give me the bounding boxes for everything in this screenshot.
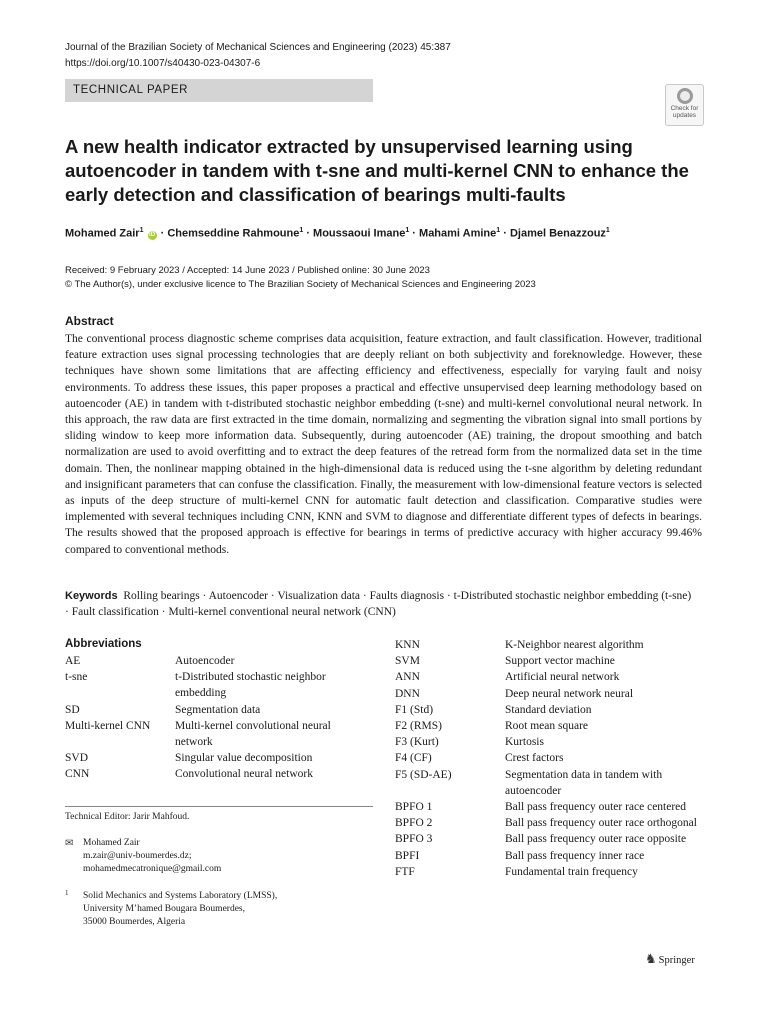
abbreviation-row bbox=[395, 750, 705, 766]
abbreviation-term: SD bbox=[65, 703, 80, 716]
abbreviation-definition: Artificial neural network bbox=[505, 671, 620, 684]
abbreviation-term: SVM bbox=[395, 655, 420, 668]
author-separator: · bbox=[409, 227, 420, 240]
journal-citation: Journal of the Brazilian Society of Mechanical Sciences and Engineering (2023) 45:387 bbox=[65, 42, 451, 53]
abbreviation-row bbox=[395, 799, 705, 815]
abbreviation-term: ANN bbox=[395, 671, 420, 684]
abbreviation-row bbox=[395, 767, 705, 799]
keywords-block bbox=[65, 588, 695, 620]
check-updates-icon bbox=[677, 88, 693, 104]
affiliation-number: 1 bbox=[65, 889, 69, 897]
abbreviation-definition: Segmentation data bbox=[175, 703, 261, 716]
abbreviation-term: KNN bbox=[395, 639, 420, 651]
email-link[interactable]: mohamedmecatronique@gmail.com bbox=[83, 864, 222, 874]
abbreviation-term: F5 (SD-AE) bbox=[395, 768, 452, 781]
publisher-name: Springer bbox=[658, 955, 695, 966]
check-updates-line1: Check for bbox=[670, 105, 699, 112]
abbreviation-definition: Support vector machine bbox=[505, 655, 615, 668]
corresponding-author: Mohamed Zair bbox=[83, 838, 140, 848]
footnote-divider bbox=[65, 806, 373, 807]
abbreviation-row bbox=[395, 718, 705, 734]
copyright-line: © The Author(s), under exclusive licence to The Brazilian Society of Mechanical Sciences and Engineering 2023 bbox=[65, 279, 536, 290]
abbreviations-table-left bbox=[65, 653, 365, 783]
abbreviation-term: F3 (Kurt) bbox=[395, 736, 439, 749]
email-link[interactable]: m.zair@univ-boumerdes.dz; bbox=[83, 851, 192, 861]
affiliation-block bbox=[65, 890, 277, 929]
abbreviation-definition: Crest factors bbox=[505, 752, 564, 765]
abbreviation-term: AE bbox=[65, 655, 81, 667]
abbreviation-row bbox=[395, 848, 705, 864]
abbreviation-definition: Ball pass frequency outer race centered bbox=[505, 801, 687, 814]
abbreviation-definition: Singular value decomposition bbox=[175, 752, 313, 765]
abbreviation-row bbox=[65, 702, 365, 718]
abbreviation-definition: Ball pass frequency outer race orthogonal bbox=[505, 817, 697, 830]
abbreviation-term: Multi-kernel CNN bbox=[65, 719, 151, 732]
abbreviation-row bbox=[65, 766, 365, 782]
check-updates-line2: updates bbox=[672, 112, 697, 119]
affiliation-marker: 1 bbox=[299, 227, 304, 234]
doi-link[interactable]: https://doi.org/10.1007/s40430-023-04307-6 bbox=[65, 58, 261, 69]
abstract-heading: Abstract bbox=[65, 314, 114, 328]
abbreviation-row bbox=[395, 831, 705, 847]
abbreviation-row bbox=[395, 653, 705, 669]
abstract-text: The conventional process diagnostic scheme comprises data acquisition, feature extraction, and fault classification. However, traditional feature extraction uses signal processing technologies that are deeply reliant on both subjectivity and foreknowledge. However, these techniques have shown some limitations that are affecting efficiency and effectiveness, especially for varying fault and noisy environments. To address these issues, this paper proposes a practical and effective unsupervised deep learning methodology based on autoencoder (AE) in tandem with t-distributed stochastic neighbor embedding (t-sne) and multi-kernel convolutional neural network. In this approach, the raw data are first extracted in the time domain, normalizing and segmenting the vibration signal into small portions by sliding window to keep more information data. Subsequently, during autoencoder (AE) training, the dropout smoothing and batch normalization are used to avoid overfitting and to extract the deep features of the retread form from the normalized data set in the time domain. Then, the nonlinear mapping obtained in the high-dimensional data is reduced using the t-sne algorithm by deleting redundant and insignificant parameters that can confuse the classification. Finally, the measurement with low-dimensional feature vectors is selected as inputs of the deep structure of multi-kernel CNN for automatic fault detection and classification. Comparative studies were implemented with several techniques including CNN, KNN and SVM to diagnose and differentiate different types of defects in bearings. The results showed that the proposed approach is effective for bearings in terms of predictive accuracy with higher accuracy 99.46% compared to conventional methods. bbox=[65, 333, 702, 556]
technical-editor-note: Technical Editor: Jarir Mahfoud. bbox=[65, 812, 190, 822]
abbreviation-term: FTF bbox=[395, 865, 415, 878]
abbreviation-row bbox=[65, 669, 365, 701]
abbreviation-term: SVD bbox=[65, 752, 89, 765]
correspondence-block bbox=[65, 837, 221, 876]
paper-title: A new health indicator extracted by unsupervised learning using autoencoder in tandem with t-sne and multi-kernel CNN to enhance the early detection and classification of bearings multi-faults bbox=[65, 136, 689, 205]
abbreviation-row bbox=[395, 734, 705, 750]
publication-info bbox=[65, 264, 536, 292]
author-separator: · bbox=[303, 227, 314, 240]
abbreviations-heading: Abbreviations bbox=[65, 638, 142, 650]
abbreviation-term: DNN bbox=[395, 687, 420, 700]
affiliation-line: Solid Mechanics and Systems Laboratory (LMSS), bbox=[83, 891, 278, 901]
abbreviation-row bbox=[395, 686, 705, 702]
abbreviation-definition: Convolutional neural network bbox=[175, 768, 313, 781]
author-name: Chemseddine Rahmoune bbox=[167, 227, 300, 240]
publication-dates: Received: 9 February 2023 / Accepted: 14 June 2023 / Published online: 30 June 2023 bbox=[65, 265, 430, 276]
orcid-icon[interactable]: iD bbox=[149, 231, 156, 238]
affiliation-marker: 1 bbox=[605, 227, 610, 234]
abbreviation-term: BPFO 2 bbox=[395, 817, 433, 830]
abbreviation-term: F4 (CF) bbox=[395, 752, 432, 765]
author-list bbox=[65, 227, 610, 240]
affiliation-marker: 1 bbox=[496, 227, 501, 234]
abbreviation-definition: Ball pass frequency outer race opposite bbox=[505, 833, 687, 846]
abbreviation-row bbox=[395, 815, 705, 831]
check-for-updates-badge[interactable] bbox=[665, 84, 704, 126]
abbreviation-term: BPFO 1 bbox=[395, 801, 433, 814]
abbreviation-row bbox=[395, 702, 705, 718]
author-separator: · bbox=[157, 227, 168, 240]
abbreviation-term: F2 (RMS) bbox=[395, 720, 442, 733]
abbreviation-row bbox=[65, 750, 365, 766]
author-name: Moussaoui Imane bbox=[313, 227, 406, 240]
publisher-logo bbox=[645, 951, 695, 967]
affiliation-marker: 1 bbox=[139, 227, 144, 234]
affiliation-line: University M’hamed Bougara Boumerdes, bbox=[83, 904, 245, 914]
abbreviation-definition: Deep neural network neural bbox=[505, 687, 634, 700]
abbreviation-term: F1 (Std) bbox=[395, 703, 434, 716]
abbreviation-row bbox=[395, 864, 705, 880]
envelope-icon: ✉ bbox=[65, 838, 74, 849]
paper-type-banner: TECHNICAL PAPER bbox=[65, 79, 373, 102]
abbreviation-term: BPFI bbox=[395, 849, 420, 862]
abbreviation-row bbox=[395, 637, 705, 653]
abbreviation-term: CNN bbox=[65, 768, 90, 781]
abbreviation-definition: Standard deviation bbox=[505, 703, 592, 716]
author-name: Djamel Benazzouz bbox=[509, 227, 606, 240]
keywords-text: Rolling bearings · Autoencoder · Visualization data · Faults diagnosis · t-Distributed stochastic neighbor embedding (t-sne) · Fault classification · Multi-kernel conventional neural network (CNN) bbox=[65, 590, 692, 619]
author-separator: · bbox=[500, 227, 510, 240]
author-name: Mohamed Zair bbox=[65, 227, 140, 240]
abbreviation-row bbox=[65, 718, 365, 750]
abbreviation-definition: K-Neighbor nearest algorithm bbox=[505, 639, 644, 651]
journal-header bbox=[65, 40, 451, 72]
abbreviation-definition: Multi-kernel convolutional neural network bbox=[175, 719, 331, 749]
keywords-label: Keywords bbox=[65, 590, 118, 602]
abbreviation-definition: Root mean square bbox=[505, 720, 589, 733]
springer-horse-icon: ♞ bbox=[645, 951, 657, 966]
abbreviation-definition: t-Distributed stochastic neighbor embedding bbox=[175, 671, 326, 700]
abbreviation-definition: Autoencoder bbox=[175, 655, 235, 667]
author-name: Mahami Amine bbox=[419, 227, 497, 240]
abbreviation-definition: Kurtosis bbox=[505, 736, 544, 749]
abbreviation-row bbox=[395, 669, 705, 685]
abbreviation-definition: Segmentation data in tandem with autoencoder bbox=[505, 768, 663, 797]
affiliation-line: 35000 Boumerdes, Algeria bbox=[83, 917, 186, 927]
affiliation-marker: 1 bbox=[405, 227, 410, 234]
abbreviation-term: BPFO 3 bbox=[395, 833, 433, 846]
abbreviations-table-right bbox=[395, 637, 705, 880]
abbreviation-row bbox=[65, 653, 365, 669]
abbreviation-term: t-sne bbox=[65, 671, 88, 684]
abbreviation-definition: Fundamental train frequency bbox=[505, 865, 638, 878]
abbreviation-definition: Ball pass frequency inner race bbox=[505, 849, 645, 862]
